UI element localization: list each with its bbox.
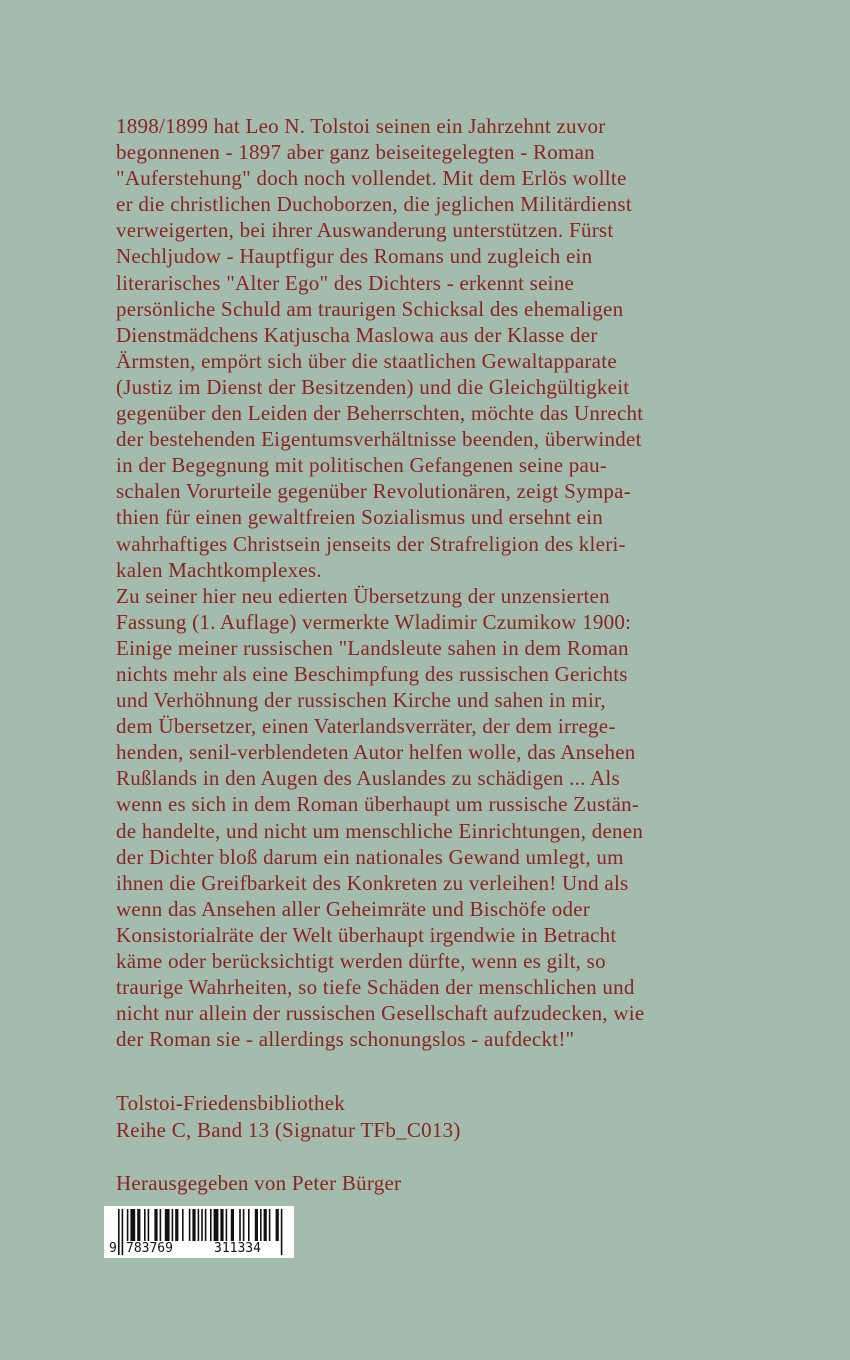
- barcode-bar: [231, 1209, 234, 1241]
- barcode-bar: [189, 1209, 191, 1241]
- blurb-line: literarisches "Alter Ego" des Dichters - erkennt seine: [116, 270, 575, 295]
- blurb-line: begonnenen - 1897 aber ganz beiseitegelegten - Roman: [116, 140, 595, 165]
- barcode-bar: [148, 1209, 150, 1241]
- blurb-line: nicht nur allein der russischen Gesellschaft aufzudecken, wie: [116, 1001, 645, 1026]
- blurb-text: [116, 113, 744, 1052]
- barcode-bar: [205, 1209, 207, 1241]
- blurb-line: schalen Vorurteile gegenüber Revolutionären, zeigt Sympa-: [116, 479, 631, 504]
- blurb-line: persönliche Schuld am traurigen Schicksal des ehemaligen: [116, 296, 624, 321]
- editor-credit: Herausgegeben von Peter Bürger: [116, 1171, 402, 1195]
- blurb-line: Zu seiner hier neu edierten Übersetzung der unzensierten: [116, 583, 610, 608]
- barcode-bar: [165, 1209, 170, 1241]
- barcode-bar: [130, 1209, 135, 1241]
- blurb-line: 1898/1899 hat Leo N. Tolstoi seinen ein Jahrzehnt zuvor: [116, 114, 606, 138]
- blurb-line: der Roman sie - allerdings schonungslos - aufdeckt!": [116, 1027, 575, 1052]
- blurb-line: (Justiz im Dienst der Besitzenden) und die Gleichgültigkeit: [116, 374, 630, 399]
- barcode-bar: [201, 1209, 203, 1241]
- blurb-line: in der Begegnung mit politischen Gefangenen seine pau-: [116, 453, 608, 478]
- series-info: [116, 1090, 461, 1143]
- barcode-bar: [226, 1209, 228, 1241]
- blurb-line: Dienstmädchens Katjuscha Maslowa aus der Klasse der: [116, 322, 598, 347]
- barcode-bar: [220, 1209, 223, 1241]
- blurb-line: thien für einen gewaltfreien Sozialismus und ersehnt ein: [116, 505, 603, 530]
- barcode-bar: [182, 1209, 184, 1241]
- blurb-line: Rußlands in den Augen des Auslandes zu schädigen ... Als: [116, 766, 620, 791]
- barcode-bar: [127, 1209, 129, 1241]
- barcode-bar: [198, 1209, 200, 1241]
- barcode-bar: [175, 1209, 178, 1241]
- barcode-bar: [137, 1209, 140, 1241]
- barcode-bar: [192, 1209, 195, 1241]
- barcode-bar: [172, 1209, 174, 1241]
- barcode-bar: [276, 1209, 279, 1241]
- series-name: Tolstoi-Friedensbibliothek: [116, 1091, 346, 1115]
- blurb-line: "Auferstehung" doch noch vollendet. Mit dem Erlös wollte: [116, 166, 627, 191]
- blurb-line: er die christlichen Duchoborzen, die jeglichen Militärdienst: [116, 192, 632, 217]
- barcode-digits-left: 783769: [126, 1241, 173, 1256]
- blurb-line: wenn das Ansehen aller Geheimräte und Bischöfe oder: [116, 896, 591, 921]
- blurb-line: Nechljudow - Hauptfigur des Romans und zugleich ein: [116, 244, 593, 269]
- barcode-bar: [269, 1209, 271, 1241]
- blurb-line: käme oder berücksichtigt werden dürfte, wenn es gilt, so: [116, 949, 606, 973]
- blurb-line: wenn es sich in dem Roman überhaupt um russische Zustän-: [116, 792, 640, 817]
- blurb-line: wahrhaftiges Christsein jenseits der Strafreligion des kleri-: [116, 531, 626, 556]
- blurb-line: Ärmsten, empört sich über die staatlichen Gewaltapparate: [116, 348, 617, 373]
- blurb-line: gegenüber den Leiden der Beherrschten, möchte das Unrecht: [116, 401, 644, 426]
- blurb-line: de handelte, und nicht um menschliche Einrichtungen, denen: [116, 818, 644, 843]
- series-volume: Reihe C, Band 13 (Signatur TFb_C013): [116, 1117, 461, 1142]
- barcode-bar: [264, 1209, 267, 1241]
- blurb-line: traurige Wahrheiten, so tiefe Schäden der menschlichen und: [116, 975, 635, 1000]
- blurb-line: nichts mehr als eine Beschimpfung des russischen Gerichts: [116, 661, 628, 686]
- barcode-bar: [248, 1209, 250, 1241]
- barcode-digits: [104, 1240, 294, 1258]
- barcode-bar: [154, 1209, 157, 1241]
- blurb-line: ihnen die Greifbarkeit des Konkreten zu verleihen! Und als: [116, 870, 629, 895]
- barcode-bar: [144, 1209, 146, 1241]
- blurb-line: verweigerten, bei ihrer Auswanderung unterstützen. Fürst: [116, 218, 614, 243]
- barcode-digits-right: 311334: [214, 1241, 261, 1256]
- blurb-line: Fassung (1. Auflage) vermerkte Wladimir Czumikow 1900:: [116, 609, 632, 634]
- barcode-bar: [243, 1209, 245, 1241]
- barcode-bar: [260, 1209, 262, 1241]
- barcode-bar: [255, 1209, 258, 1241]
- blurb-line: Einige meiner russischen "Landsleute sahen in dem Roman: [116, 635, 629, 660]
- blurb-line: der Dichter bloß darum ein nationales Gewand umlegt, um: [116, 844, 624, 869]
- barcode-digit-first: 9: [109, 1241, 117, 1256]
- barcode-bar: [160, 1209, 162, 1241]
- barcode-bar: [210, 1209, 212, 1241]
- barcode-bar: [239, 1209, 241, 1241]
- blurb-line: und Verhöhnung der russischen Kirche und sahen in mir,: [116, 688, 606, 713]
- blurb-line: kalen Machtkomplexes.: [116, 557, 322, 582]
- blurb-line: dem Übersetzer, einen Vaterlandsverräter, der dem irrege-: [116, 714, 616, 739]
- blurb-line: der bestehenden Eigentumsverhältnisse beenden, überwindet: [116, 427, 642, 452]
- isbn-barcode: [104, 1206, 294, 1258]
- barcode-bar: [214, 1209, 219, 1241]
- blurb-line: Konsistorialräte der Welt überhaupt irgendwie in Betracht: [116, 922, 617, 947]
- blurb-line: henden, senil-verblendeten Autor helfen wolle, das Ansehen: [116, 740, 636, 765]
